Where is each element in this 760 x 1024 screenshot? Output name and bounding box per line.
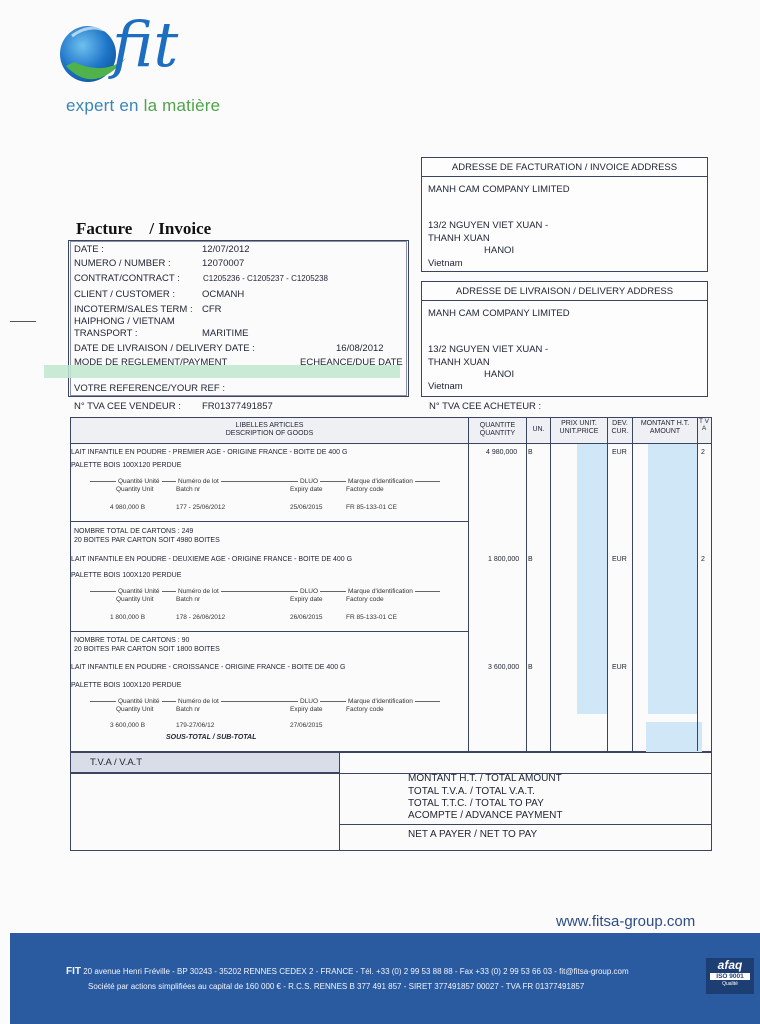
delivery-address-box <box>421 281 708 397</box>
delivery-company: MANH CAM COMPANY LIMITED <box>428 308 570 319</box>
buyer-vat-label: N° TVA CEE ACHETEUR : <box>429 401 542 412</box>
item-1-description: LAIT INFANTILE EN POUDRE - PREMIER AGE - ORIGINE FRANCE - BOITE DE 400 G <box>71 449 348 456</box>
item-3-pallet: PALETTE BOIS 100X120 PERDUE <box>71 682 182 689</box>
price-column-redaction <box>577 444 607 714</box>
contract-label: CONTRAT/CONTRACT : <box>74 273 180 284</box>
subtotal-label: SOUS-TOTAL / SUB-TOTAL <box>166 734 257 741</box>
item-2-lot-qty: 1 800,000 B <box>110 614 146 621</box>
date-value: 12/07/2012 <box>202 244 250 255</box>
col-cur-header-1: DEV. <box>612 420 628 427</box>
col-desc-header-1: LIBELLES ARTICLES <box>235 422 304 429</box>
date-label: DATE : <box>74 244 104 255</box>
footer-company: FIT <box>66 966 81 977</box>
lot-qty-header: Quantité Unité <box>118 698 160 705</box>
col-divider <box>468 418 469 751</box>
item-1-pallet: PALETTE BOIS 100X120 PERDUE <box>71 462 182 469</box>
afaq-certification-badge <box>706 958 754 994</box>
item-2-expiry: 26/06/2015 <box>290 614 323 621</box>
due-date-label: ECHEANCE/DUE DATE <box>300 357 403 368</box>
billing-line-1: 13/2 NGUYEN VIET XUAN - <box>428 220 549 231</box>
payment-label: MODE DE REGLEMENT/PAYMENT <box>74 357 228 368</box>
contract-value: C1205236 - C1205237 - C1205238 <box>203 274 328 283</box>
lot-batch-header-en: Batch nr <box>176 596 201 603</box>
footer-address: 20 avenue Henri Fréville - BP 30243 - 35202 RENNES CEDEX 2 - FRANCE - Tél. +33 (0) 2 99 53 88 88 - Fax +33 (0) 2 99 53 66 03 - fit@fitsa-group.com <box>83 967 629 976</box>
iso-label: ISO 9001 <box>710 973 750 980</box>
delivery-date-value: 16/08/2012 <box>336 343 384 354</box>
item-2-unit: B <box>528 556 533 563</box>
item-3-qty: 3 600,000 <box>488 664 520 671</box>
seller-vat-value: FR01377491857 <box>202 401 273 412</box>
totals-rule <box>71 773 711 774</box>
item-2-currency: EUR <box>612 556 627 563</box>
footer-address-line <box>66 966 629 977</box>
item-2-boxes: 20 BOITES PAR CARTON SOIT 4980 BOITES <box>74 537 220 544</box>
row-divider <box>71 521 468 522</box>
tagline-part-1: expert en <box>66 96 144 115</box>
lot-dluo-header: DLUO <box>300 588 319 595</box>
advance-payment-label: ACOMPTE / ADVANCE PAYMENT <box>408 810 563 821</box>
col-price-header-1: PRIX UNIT. <box>561 420 597 427</box>
item-1-unit: B <box>528 449 533 456</box>
billing-line-2: THANH XUAN <box>428 233 490 244</box>
delivery-address-header: ADRESSE DE LIVRAISON / DELIVERY ADDRESS <box>422 282 707 301</box>
billing-company: MANH CAM COMPANY LIMITED <box>428 184 570 195</box>
item-2-cartons: NOMBRE TOTAL DE CARTONS : 249 <box>74 528 194 535</box>
col-qty-header-2: QUANTITY <box>479 430 516 437</box>
delivery-line-3: HANOI <box>484 369 515 380</box>
billing-address-box <box>421 157 708 272</box>
lot-dluo-header: DLUO <box>300 698 319 705</box>
number-label: NUMERO / NUMBER : <box>74 258 171 269</box>
item-1-factory: FR 85-133-01 CE <box>346 504 397 511</box>
billing-country: Vietnam <box>428 258 463 269</box>
tagline <box>66 96 220 116</box>
billing-line-3: HANOI <box>484 245 515 256</box>
col-divider <box>697 418 698 751</box>
lot-qty-header: Quantité Unité <box>118 588 160 595</box>
quality-label: Qualité <box>722 981 738 987</box>
col-desc-header-2: DESCRIPTION OF GOODS <box>225 430 314 437</box>
item-3-unit: B <box>528 664 533 671</box>
lot-expiry-header: Expiry date <box>290 706 323 713</box>
totals-divider <box>339 753 340 850</box>
logo-wordmark: fit <box>112 8 179 81</box>
lot-qty-header: Quantité Unité <box>118 478 160 485</box>
lot-factory-header: Factory code <box>346 706 384 713</box>
billing-address-header: ADRESSE DE FACTURATION / INVOICE ADDRESS <box>422 158 707 177</box>
col-un-header: UN. <box>532 426 545 433</box>
total-vat-label: TOTAL T.V.A. / TOTAL V.A.T. <box>408 786 535 797</box>
col-amount-header-2: AMOUNT <box>649 428 681 435</box>
delivery-line-1: 13/2 NGUYEN VIET XUAN - <box>428 344 549 355</box>
col-amount-header <box>633 420 697 436</box>
delivery-date-label: DATE DE LIVRAISON / DELIVERY DATE : <box>74 343 255 354</box>
lot-mark-header: Marque d'identification <box>348 698 413 705</box>
lot-dluo-header: DLUO <box>300 478 319 485</box>
incoterm-place: HAIPHONG / VIETNAM <box>74 316 175 327</box>
net-to-pay-label: NET A PAYER / NET TO PAY <box>408 829 538 840</box>
item-1-batch: 177 - 25/06/2012 <box>176 504 226 511</box>
lot-factory-header: Factory code <box>346 596 384 603</box>
lot-batch-header-en: Batch nr <box>176 486 201 493</box>
col-divider <box>550 418 551 751</box>
item-2-description: LAIT INFANTILE EN POUDRE - DEUXIEME AGE - ORIGINE FRANCE - BOITE DE 400 G <box>71 556 353 563</box>
item-1-lot-qty: 4 980,000 B <box>110 504 146 511</box>
lot-batch-header: Numéro de lot <box>178 698 219 705</box>
item-2-batch: 178 - 26/06/2012 <box>176 614 226 621</box>
client-value: OCMANH <box>202 289 245 300</box>
incoterm-value: CFR <box>202 304 222 315</box>
item-2-factory: FR 85-133-01 CE <box>346 614 397 621</box>
item-3-boxes: 20 BOITES PAR CARTON SOIT 1800 BOITES <box>74 646 220 653</box>
item-1-expiry: 25/06/2015 <box>290 504 323 511</box>
lot-expiry-header: Expiry date <box>290 596 323 603</box>
item-3-expiry: 27/06/2015 <box>290 722 323 729</box>
incoterm-label: INCOTERM/SALES TERM : <box>74 304 193 315</box>
col-tva-header: T V A <box>699 418 709 432</box>
margin-mark <box>10 321 36 322</box>
item-1-qty: 4 980,000 <box>486 449 518 456</box>
total-amount-label: MONTANT H.T. / TOTAL AMOUNT <box>408 773 562 784</box>
lot-mark-header: Marque d'identification <box>348 478 413 485</box>
afaq-logo: afaq <box>717 958 743 972</box>
item-3-cartons: NOMBRE TOTAL DE CARTONS : 90 <box>74 637 190 644</box>
lot-batch-header-en: Batch nr <box>176 706 201 713</box>
totals-rule <box>340 824 711 825</box>
number-value: 12070007 <box>202 258 245 269</box>
col-divider <box>632 418 633 751</box>
lot-batch-header: Numéro de lot <box>178 588 219 595</box>
transport-value: MARITIME <box>202 328 249 339</box>
item-2-pallet: PALETTE BOIS 100X120 PERDUE <box>71 572 182 579</box>
item-3-batch: 179-27/06/12 <box>176 722 215 729</box>
footer-legal: Société par actions simplifiées au capital de 160 000 € - R.C.S. RENNES B 377 491 857 - SIRET 377491857 00027 - TVA FR 01377491857 <box>88 982 585 991</box>
col-divider <box>526 418 527 751</box>
item-3-currency: EUR <box>612 664 627 671</box>
item-3-lot-qty: 3 600,000 B <box>110 722 146 729</box>
footer-bar <box>10 933 760 1024</box>
client-label: CLIENT / CUSTOMER : <box>74 289 175 300</box>
lot-batch-header: Numéro de lot <box>178 478 219 485</box>
transport-label: TRANSPORT : <box>74 328 138 339</box>
item-1-tva: 2 <box>701 449 705 456</box>
col-price-header-2: UNIT.PRICE <box>559 428 599 435</box>
lot-expiry-header: Expiry date <box>290 486 323 493</box>
item-3-description: LAIT INFANTILE EN POUDRE - CROISSANCE - ORIGINE FRANCE - BOITE DE 400 G <box>71 664 346 671</box>
col-cur-header <box>608 420 632 436</box>
footer-url[interactable]: www.fitsa-group.com <box>556 913 696 930</box>
row-divider <box>71 631 468 632</box>
lot-qty-header-en: Quantity Unit <box>116 706 154 713</box>
tagline-part-2: la matière <box>143 96 221 115</box>
item-2-tva: 2 <box>701 556 705 563</box>
col-desc-header <box>71 422 468 438</box>
col-amount-header-1: MONTANT H.T. <box>640 420 690 427</box>
col-qty-header-1: QUANTITE <box>479 422 516 429</box>
invoice-title: Facture / Invoice <box>76 219 212 238</box>
subtotal-redaction <box>646 722 702 752</box>
lot-factory-header: Factory code <box>346 486 384 493</box>
delivery-country: Vietnam <box>428 381 463 392</box>
lot-mark-header: Marque d'identification <box>348 588 413 595</box>
item-2-qty: 1 800,000 <box>488 556 520 563</box>
delivery-line-2: THANH XUAN <box>428 357 490 368</box>
vat-header: T.V.A / V.A.T <box>90 757 143 768</box>
col-cur-header-2: CUR. <box>611 428 629 435</box>
seller-vat-label: N° TVA CEE VENDEUR : <box>74 401 181 412</box>
item-1-currency: EUR <box>612 449 627 456</box>
col-price-header <box>551 420 607 436</box>
lot-qty-header-en: Quantity Unit <box>116 486 154 493</box>
lot-qty-header-en: Quantity Unit <box>116 596 154 603</box>
col-divider <box>607 418 608 751</box>
your-ref-label: VOTRE REFERENCE/YOUR REF : <box>74 383 225 394</box>
col-qty-header <box>469 422 526 438</box>
total-ttc-label: TOTAL T.T.C. / TOTAL TO PAY <box>408 798 544 809</box>
amount-column-redaction <box>648 444 698 714</box>
